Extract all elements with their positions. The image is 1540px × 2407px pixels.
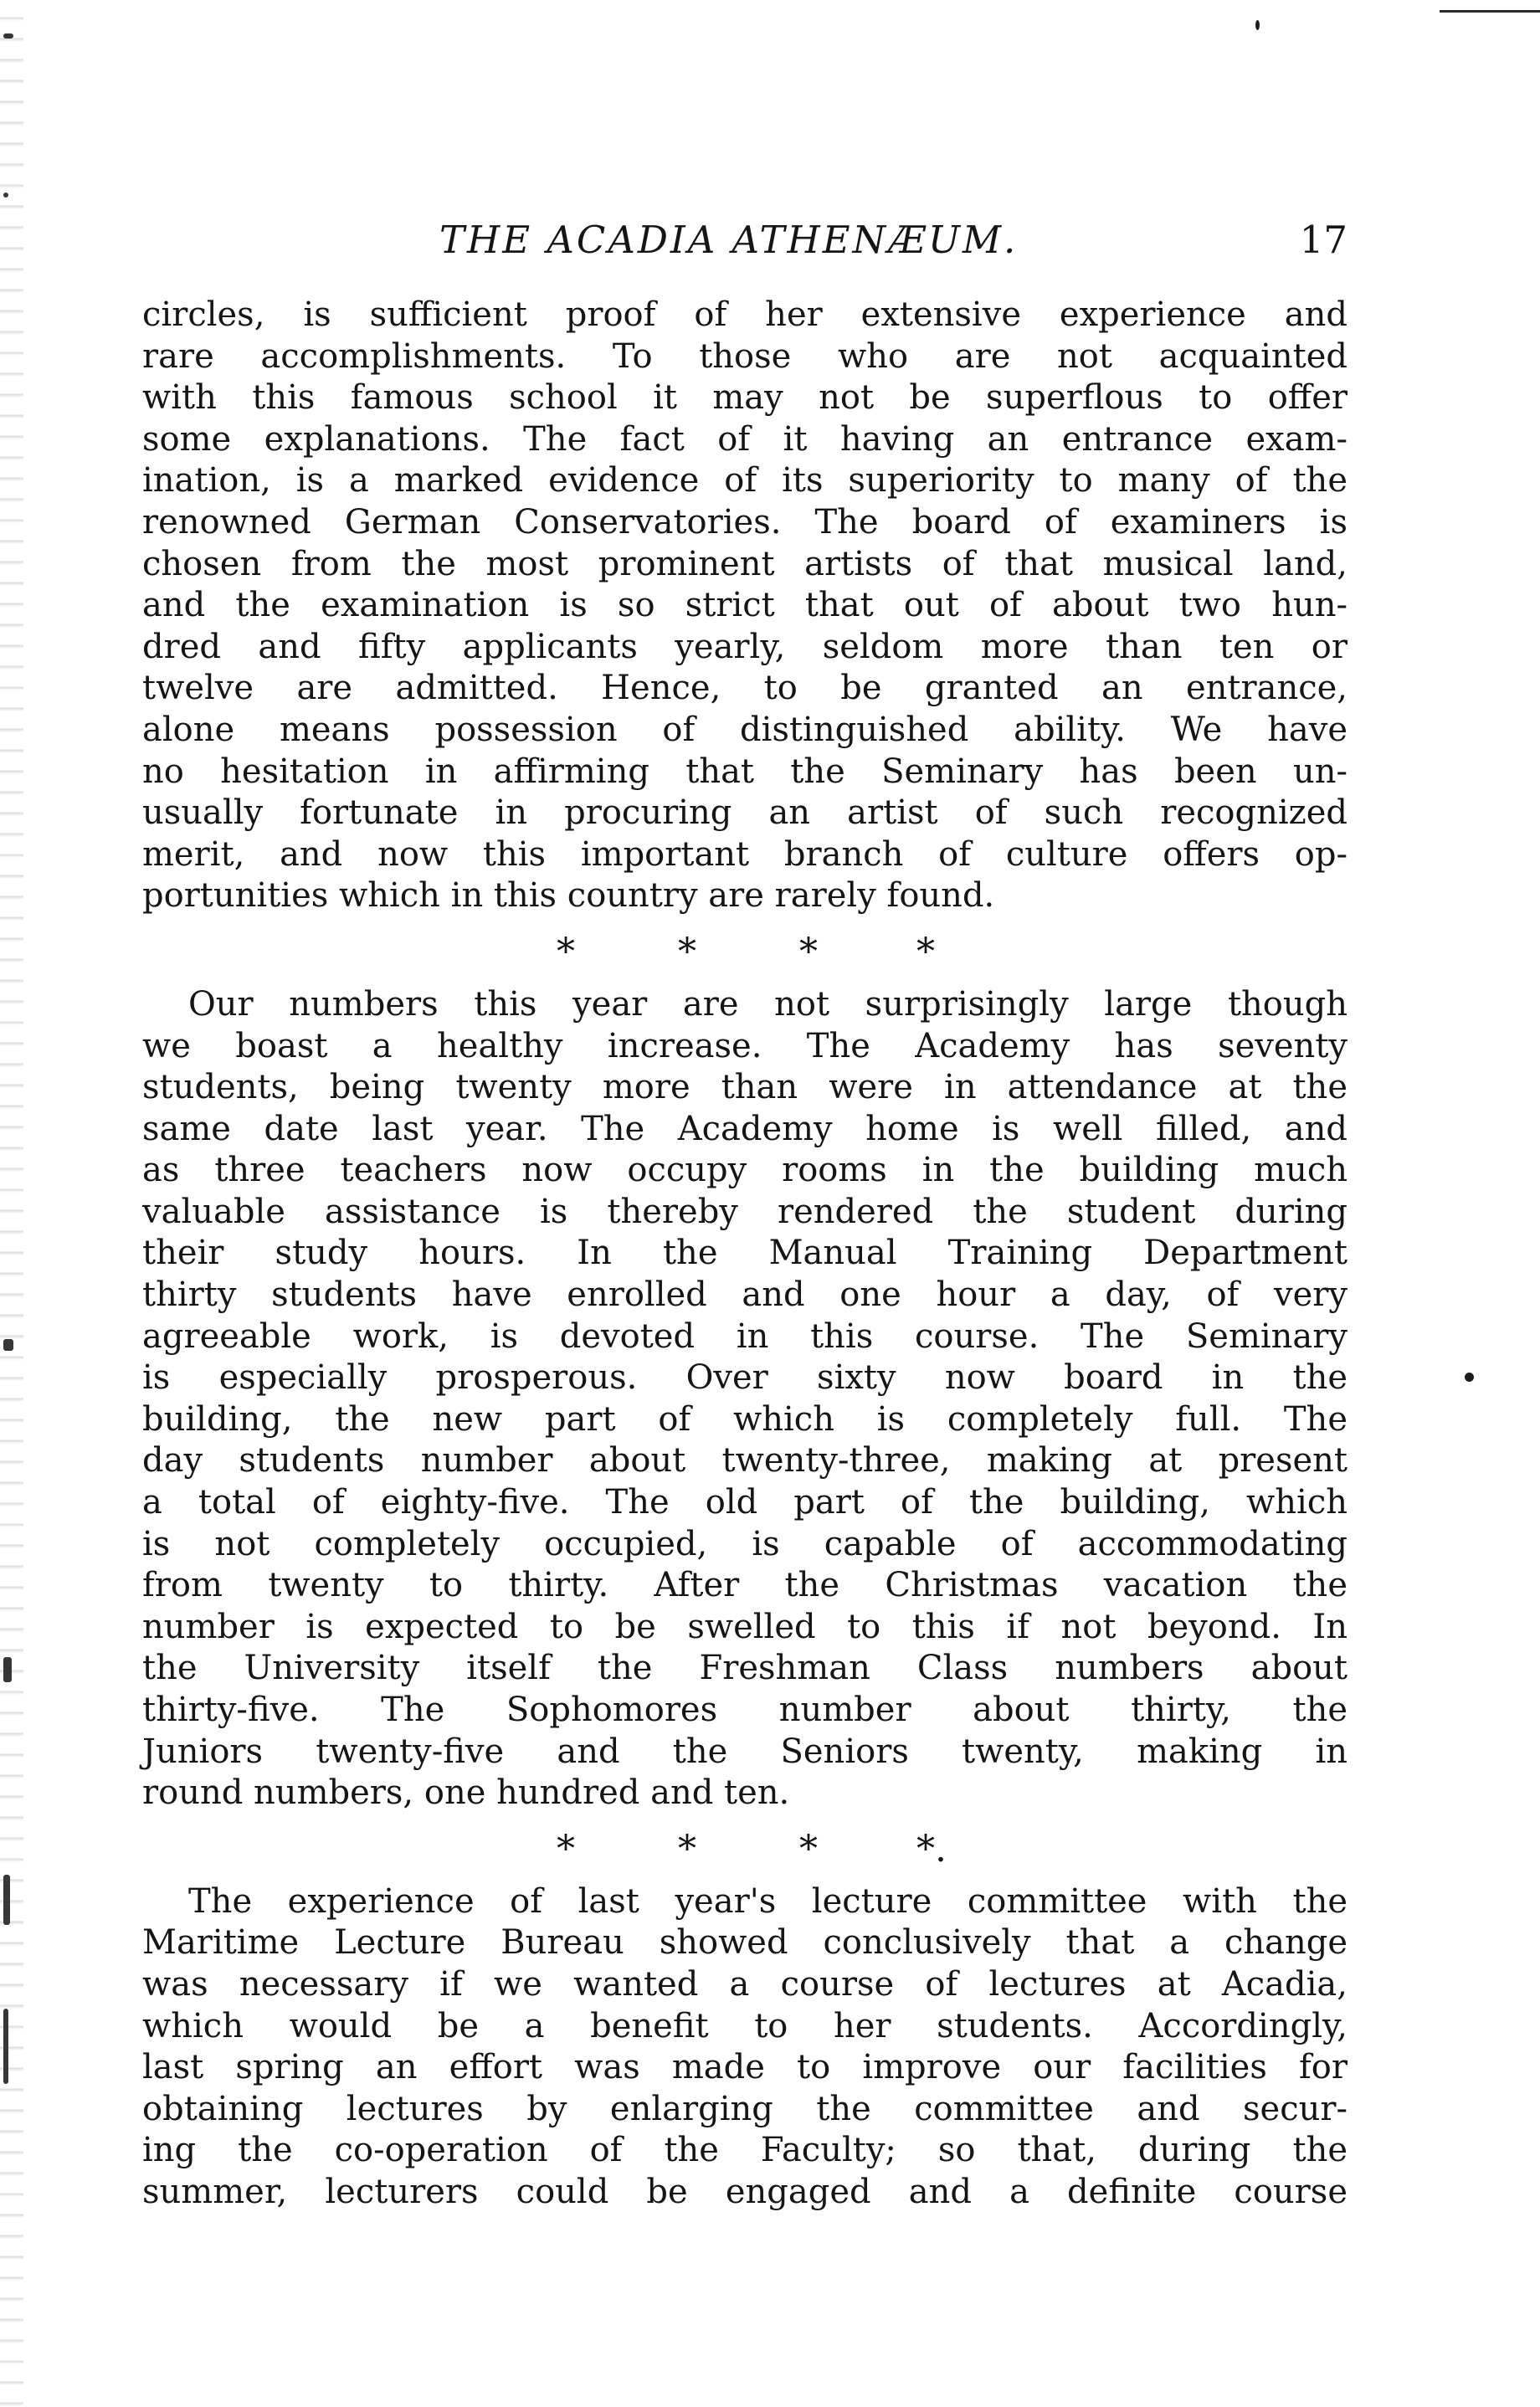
text-line: a total of eighty-five. The old part of the building, which [142,1483,1348,1522]
text-line: no hesitation in affirming that the Seminary has been un- [142,752,1348,791]
text-line: some explanations. The fact of it having an entrance exam- [142,419,1348,459]
text-line: day students number about twenty-three, making at present [142,1441,1348,1481]
text-line: with this famous school it may not be superflous to offer [142,378,1348,418]
binding-mark [3,1657,12,1682]
text-line: round numbers, one hundred and ten. [142,1773,790,1813]
text-line: circles, is sufficient proof of her extensive experience and [142,295,1348,334]
binding-mark [3,1339,13,1351]
text-line: was necessary if we wanted a course of lectures at Acadia, [142,1964,1348,2004]
top-edge-rule [1440,10,1540,13]
text-line: summer, lecturers could be engaged and a definite course [142,2172,1348,2211]
separator-star: * [916,930,935,973]
separator-star: * [678,930,696,973]
paragraph-1 [142,295,1348,917]
text-line: building, the new part of which is completely full. The [142,1399,1348,1439]
page [142,218,1348,2214]
text-line: portunities which in this country are rarely found. [142,876,995,916]
text-line: their study hours. In the Manual Training Department [142,1234,1348,1273]
text-line: is not completely occupied, is capable of accommodating [142,1524,1348,1563]
separator-star: * [678,1827,696,1871]
text-line: number is expected to be swelled to this if not beyond. In [142,1607,1348,1646]
separator-star: * [557,1827,575,1871]
separator-star: * [557,930,575,973]
text-line: renowned German Conservatories. The board of examiners is [142,502,1348,541]
text-line: the University itself the Freshman Class numbers about [142,1649,1348,1688]
text-line: last spring an effort was made to improve our facilities for [142,2048,1348,2087]
section-separator-1 [142,927,1348,978]
text-line: ination, is a marked evidence of its superiority to many of the [142,461,1348,500]
text-line: alone means possession of distinguished ability. We have [142,710,1348,749]
text-line: as three teachers now occupy rooms in the building much [142,1151,1348,1190]
separator-star: * [799,930,818,973]
running-title: THE ACADIA ATHENÆUM. [439,218,1019,262]
text-line: Our numbers this year are not surprisingly large though [188,984,1348,1024]
text-line: ing the co-operation of the Faculty; so that, during the [142,2131,1348,2170]
separator-star: * [799,1827,818,1871]
binding-mark [3,33,13,38]
stray-mark [1465,1373,1474,1382]
text-line: is especially prosperous. Over sixty now board in the [142,1358,1348,1398]
binding-mark [3,192,8,198]
paragraph-3 [142,1881,1348,2214]
text-line: dred and fifty applicants yearly, seldom more than ten or [142,627,1348,666]
text-line: from twenty to thirty. After the Christmas vacation the [142,1566,1348,1605]
text-line: thirty students have enrolled and one hour a day, of very [142,1275,1348,1315]
text-line: we boast a healthy increase. The Academy has seventy [142,1026,1348,1065]
text-line: twelve are admitted. Hence, to be granted an entrance, [142,669,1348,708]
text-line: valuable assistance is thereby rendered the student during [142,1192,1348,1231]
stray-mark [1255,20,1260,30]
text-line: usually fortunate in procuring an artist of such recognized [142,793,1348,833]
text-line: obtaining lectures by enlarging the committee and secur- [142,2089,1348,2128]
text-line: which would be a benefit to her students. Accordingly, [142,2006,1348,2045]
text-line: The experience of last year's lecture committee with the [188,1881,1348,1921]
text-line: thirty-five. The Sophomores number about thirty, the [142,1691,1348,1729]
text-line: chosen from the most prominent artists of that musical land, [142,544,1348,583]
binding-edge [0,0,23,2407]
paragraph-2 [142,984,1348,1814]
separator-star: *. [916,1827,947,1871]
running-head [142,218,1348,276]
text-line: merit, and now this important branch of culture offers op- [142,834,1348,874]
section-separator-2 [142,1824,1348,1875]
text-line: and the examination is so strict that out of about two hun- [142,586,1348,625]
text-line: same date last year. The Academy home is well filled, and [142,1109,1348,1148]
page-number: 17 [1299,218,1348,262]
text-line: rare accomplishments. To those who are not acquainted [142,336,1348,376]
text-line: agreeable work, is devoted in this course. The Seminary [142,1316,1348,1356]
text-line: Juniors twenty-five and the Seniors twenty, making in [142,1732,1348,1771]
binding-mark [3,2009,8,2084]
text-line: students, being twenty more than were in attendance at the [142,1068,1348,1107]
binding-mark [3,1875,10,1925]
text-line: Maritime Lecture Bureau showed conclusively that a change [142,1923,1348,1963]
